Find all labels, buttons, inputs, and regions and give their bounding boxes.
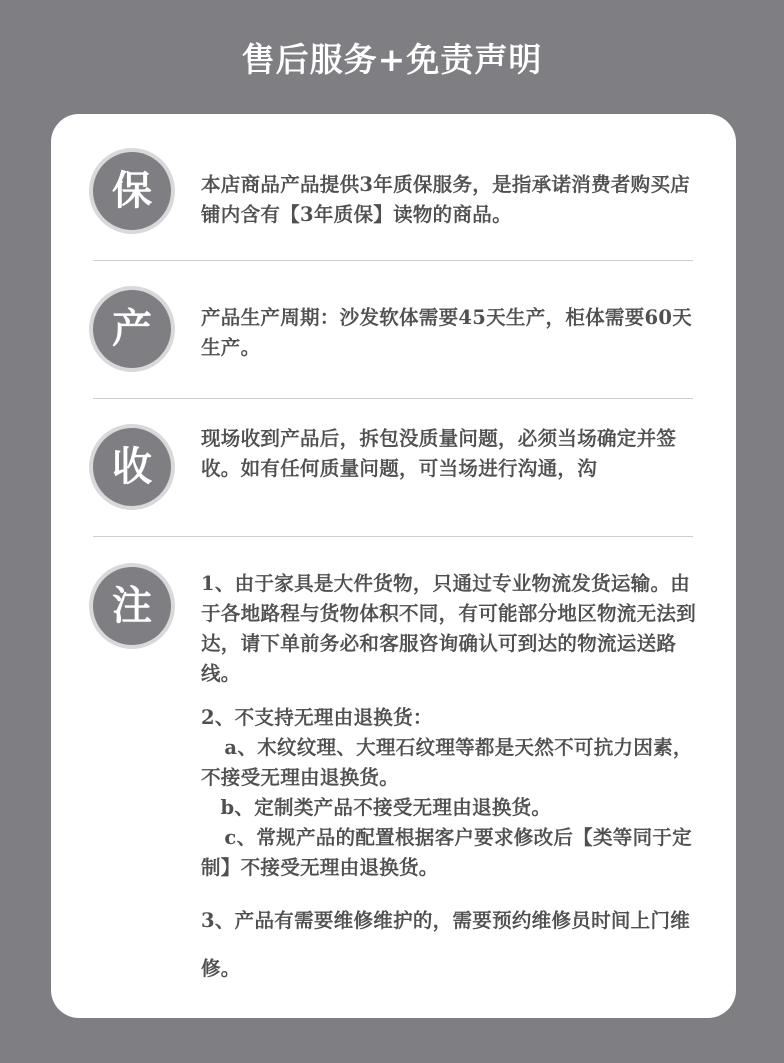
page-title: 售后服务+免责声明 [241,40,543,79]
receipt-text: 现场收到产品后，拆包没质量问题，必须当场确定并签收。如有任何质量问题，可当场进行沟通，沟 [201,427,677,480]
note-3: 3、产品有需要维修维护的，需要预约维修员时间上门维修。 [201,909,691,980]
notes-block [201,569,696,993]
divider [93,398,693,399]
divider [93,536,693,537]
note-2c: c、常规产品的配置根据客户要求修改后【类等同于定制】不接受无理由退换货。 [201,826,692,879]
divider [93,260,693,261]
warranty-text: 本店商品产品提供3年质保服务，是指承诺消费者购买店铺内含有【3年质保】读物的商品。 [201,173,691,226]
production-text: 产品生产周期：沙发软体需要45天生产，柜体需要60天生产。 [201,306,693,359]
badge-notes: 注 [93,567,171,645]
note-1: 1、由于家具是大件货物，只通过专业物流发货运输。由于各地路程与货物体积不同，有可能部分地区物流无法到达，请下单前务必和客服咨询确认可到达的物流运送路线。 [201,572,697,685]
service-card [51,114,736,1018]
note-2-title: 2、不支持无理由退换货： [201,706,433,729]
badge-production: 产 [93,290,171,368]
badge-warranty: 保 [93,152,171,230]
badge-receipt: 收 [93,428,171,506]
note-2b: b、定制类产品不接受无理由退换货。 [220,796,552,819]
note-2a: a、木纹纹理、大理石纹理等都是天然不可抗力因素，不接受无理由退换货。 [201,736,693,789]
